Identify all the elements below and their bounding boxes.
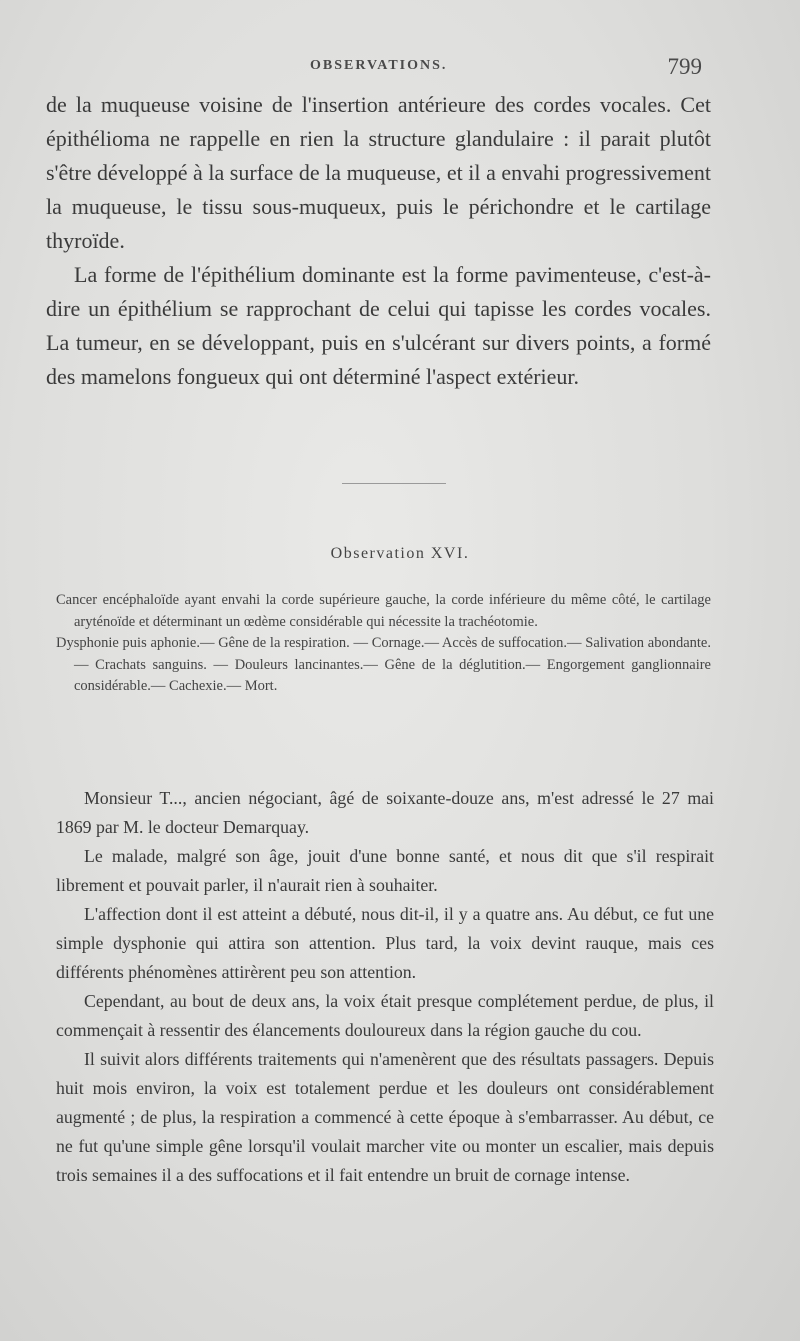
paragraph: La forme de l'épithélium dominante est la forme pavimenteuse, c'est-à-dire un épithélium se rapprochant de celui qui tapisse les cordes vocales. La tumeur, en se développant, puis en s'ulcérant sur divers points, a formé des mamelons fongueux qui ont déterminé l'aspect extérieur. (46, 262, 711, 389)
paragraph: Monsieur T..., ancien négociant, âgé de soixante-douze ans, m'est adressé le 27 mai 1869 par M. le docteur Demarquay. (56, 788, 714, 837)
page-header (60, 52, 710, 86)
paragraph: Il suivit alors différents traitements qui n'amenèrent que des résultats passagers. Depuis huit mois environ, la voix est totalement perdue et les douleurs ont considérablement augmenté ; de plus, la respiration a commencé à cette époque à s'embarrasser. Au début, ce ne fut qu'une simple gêne lorsqu'il voulait marcher vite ou monter un escalier, mais depuis trois semaines il a des suffocations et il fait entendre un bruit de cornage intense. (56, 1049, 714, 1185)
observation-body (56, 784, 714, 1190)
paragraph: Le malade, malgré son âge, jouit d'une bonne santé, et nous dit que s'il respirait librement et pouvait parler, il n'aurait rien à souhaiter. (56, 846, 714, 895)
observation-title: Observation XVI. (330, 545, 470, 562)
section-divider (342, 483, 446, 484)
paragraph: L'affection dont il est atteint a débuté, nous dit-il, il y a quatre ans. Au début, ce fut une simple dysphonie qui attira son attention. Plus tard, la voix devint rauque, mais ces différents phénomènes attirèrent peu son attention. (56, 904, 714, 982)
continued-text (46, 88, 711, 394)
running-title: OBSERVATIONS. (310, 58, 448, 73)
summary-symptoms: Dysphonie puis aphonie.— Gêne de la respiration. — Cornage.— Accès de suffocation.— Salivation abondante.— Crachats sanguins. — Douleurs lancinantes.— Gêne de la déglutition.— Engorgement ganglionnaire considérable.— Cachexie.— Mort. (56, 635, 711, 694)
page-number: 799 (667, 54, 702, 79)
paragraph: de la muqueuse voisine de l'insertion antérieure des cordes vocales. Cet épithélioma ne rappelle en rien la structure glandulaire : il parait plutôt s'être développé à la surface de la muqueuse, et il a envahi progressivement la muqueuse, le tissu sous-muqueux, puis le périchondre et le cartilage thyroïde. (46, 92, 711, 253)
summary-diagnosis: Cancer encéphaloïde ayant envahi la corde supérieure gauche, la corde inférieure du même côté, le cartilage aryténoïde et déterminant un œdème considérable qui nécessite la trachéotomie. (56, 592, 711, 630)
paragraph: Cependant, au bout de deux ans, la voix était presque complétement perdue, de plus, il commençait à ressentir des élancements douloureux dans la région gauche du cou. (56, 991, 714, 1040)
observation-summary (56, 590, 711, 698)
